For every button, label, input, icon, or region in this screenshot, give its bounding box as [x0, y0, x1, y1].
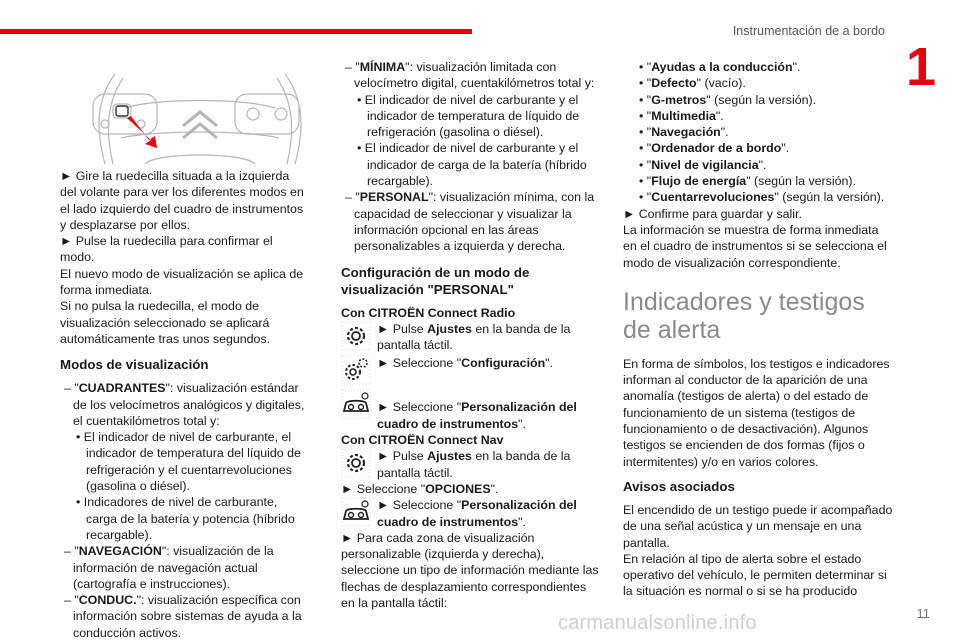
chapter-heading: Indicadores y testigos de alerta: [623, 287, 865, 344]
page-number: 11: [916, 606, 930, 621]
mode-item: – "NAVEGACIÓN": visualización de la información de navegación actual (cartografía e instrucciones).: [64, 544, 274, 591]
instruction-step: ► Seleccione "Personalización del cuadro de instrumentos".: [341, 497, 603, 530]
top-accent-bar: [0, 29, 472, 34]
list-item: • "Ordenador de a bordo".: [639, 141, 790, 156]
paragraph: En forma de símbolos, los testigos e indicadores informan al conductor de la aparición de una anomalía (testigos de alerta) o del estado de funcionamiento de un sistema (testigos de funcionamiento o de desactivación). Algunos testigos se encienden de dos formas (fijos o intermitentes) y/o en varios colores.: [623, 356, 890, 469]
list-item: • "Nivel de vigilancia".: [639, 157, 767, 172]
gear-icon: [341, 321, 371, 351]
settings-gears-icon: [341, 355, 371, 385]
list-item: • "Defecto" (vacío).: [639, 76, 746, 91]
paragraph: La información se muestra de forma inmediata en el cuadro de instrumentos si se selecciona el modo de visualización correspondiente.: [623, 222, 887, 270]
instruction-step: ► Pulse Ajustes en la banda de la pantalla táctil.: [341, 448, 603, 481]
section-heading: Modos de visualización: [60, 357, 209, 373]
bullet-item: • Indicadores de nivel de carburante, carga de la batería y potencia (híbrido recargable).: [76, 495, 295, 542]
paragraph: El encendido de un testigo puede ir acompañado de una señal acústica y un mensaje en una pantalla.: [623, 502, 893, 550]
info-type-list: [623, 59, 893, 206]
instruction-step: ► Pulse Ajustes en la banda de la pantalla táctil.: [341, 321, 603, 354]
paragraph: Si no pulsa la ruedecilla, el modo de visualización seleccionado se aplicará automáticamente tras unos segundos.: [60, 299, 271, 346]
section-title: Instrumentación de a bordo: [732, 24, 885, 38]
instrument-cluster-icon: [341, 389, 371, 419]
bullet-item: • El indicador de nivel de carburante y el indicador de carga de la batería (híbrido recargable).: [357, 141, 587, 189]
section-heading: Configuración de un modo de visualización "PERSONAL": [341, 264, 530, 297]
list-item: • "Flujo de energía" (según la versión).: [639, 174, 856, 189]
chapter-number: 1: [905, 37, 936, 97]
list-item: • "Navegación".: [639, 125, 729, 140]
paragraph: ► Para cada zona de visualización personalizable (izquierda y derecha), seleccione un tipo de información mediante las flechas de desplazamiento correspondientes en la pantalla táctil:: [341, 530, 599, 611]
mode-item: – "CUADRANTES": visualización estándar de los velocímetros analógicos y digitales, el cuentakilómetros total y:: [64, 381, 305, 428]
list-item: • "Ayudas a la conducción".: [639, 60, 801, 74]
bullet-item: • El indicador de nivel de carburante y el indicador de temperatura de líquido de refrigeración (gasolina o diésel).: [357, 92, 580, 140]
mode-item: – "PERSONAL": visualización mínima, con la capacidad de seleccionar y visualizar la información opcional en las áreas personalizables a izquierda y derecha.: [345, 190, 595, 254]
sub-heading: Con CITROËN Connect Nav: [341, 433, 504, 448]
instruction-step: ► Seleccione "Personalización del cuadro de instrumentos".: [341, 389, 603, 432]
instruction-step: ► Seleccione "OPCIONES".: [341, 481, 499, 496]
bullet-item: • El indicador de nivel de carburante, el indicador de temperatura del líquido de refrigeración y el cuentarrevoluciones (gasolina o diésel).: [76, 430, 301, 494]
instruction-step: ► Seleccione "Configuración".: [341, 355, 603, 385]
list-item: • "Multimedia".: [639, 108, 724, 123]
sub-heading: Con CITROËN Connect Radio: [341, 305, 516, 320]
watermark: carmanualsonline.info: [558, 612, 757, 634]
paragraph: ► Pulse la ruedecilla para confirmar el modo.: [60, 234, 273, 265]
list-item: • "Cuentarrevoluciones" (según la versión).: [639, 190, 885, 205]
steering-wheel-thumbwheel-illustration: [85, 68, 315, 164]
mode-item: – "MÍNIMA": visualización limitada con velocímetro digital, cuentakilómetros total y:: [345, 60, 595, 91]
instrument-cluster-icon: [341, 497, 371, 527]
paragraph: ► Confirme para guardar y salir.: [623, 206, 802, 221]
paragraph: En relación al tipo de alerta sobre el estado operativo del vehículo, le permiten determinar si la situación es normal o si se ha producido: [623, 551, 887, 599]
paragraph: El nuevo modo de visualización se aplica de forma inmediata.: [60, 266, 304, 298]
section-heading: Avisos asociados: [623, 478, 735, 494]
paragraph: ► Gire la ruedecilla situada a la izquierda del volante para ver los diferentes modos en el lado izquierdo del cuadro de instrumentos y desplazarse por ellos.: [60, 169, 304, 232]
gear-icon: [341, 448, 371, 478]
mode-item: – "CONDUC.": visualización específica con información sobre sistemas de ayuda a la conducción activos.: [64, 593, 302, 640]
list-item: • "G-metros" (según la versión).: [639, 92, 817, 107]
